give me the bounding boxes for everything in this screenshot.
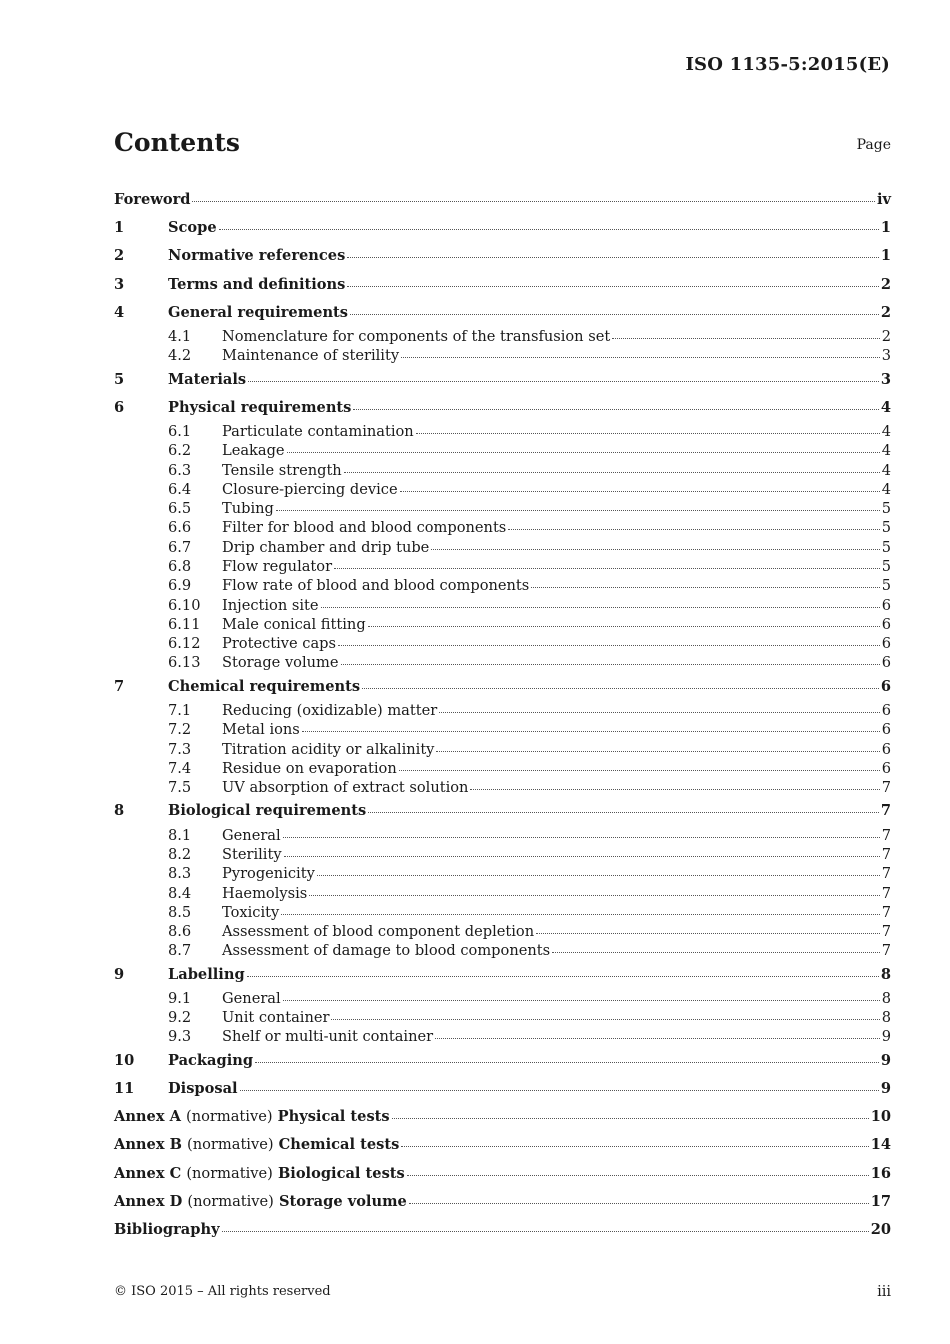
toc-entry-number: 9.3 [168, 1028, 192, 1046]
toc-subentry[interactable] [114, 441, 891, 460]
toc-entry-number: 6.12 [168, 635, 201, 653]
dot-leader [612, 337, 879, 339]
toc-page-number: 17 [870, 1192, 891, 1210]
toc-subentry[interactable] [114, 845, 891, 864]
annex-prefix: Annex A [114, 1108, 181, 1126]
toc-entry-number: 8.5 [168, 903, 192, 921]
toc-page-number: 1 [880, 219, 891, 237]
toc-entry-label: General [222, 989, 281, 1007]
toc-entry-label: Bibliography [114, 1220, 220, 1238]
toc-subentry[interactable] [114, 653, 891, 672]
dot-leader [416, 432, 880, 434]
toc-entry[interactable] [114, 1160, 891, 1188]
toc-entry-label: Haemolysis [222, 884, 308, 902]
toc-entry-number: 6.1 [168, 422, 192, 440]
toc-page-number: 2 [881, 327, 891, 345]
toc-entry-label: Scope [168, 219, 217, 237]
toc-entry-label: Metal ions [222, 721, 300, 739]
annex-title: Physical tests [277, 1108, 390, 1126]
toc-entry-label: Nomenclature for components of the transfusion set [222, 327, 611, 345]
toc-entry[interactable] [114, 214, 891, 242]
toc-entry-label: Assessment of damage to blood components [222, 942, 551, 960]
dot-leader [309, 894, 879, 896]
toc-entry[interactable] [114, 1131, 891, 1159]
toc-entry[interactable] [114, 366, 891, 394]
toc-page-number: 20 [870, 1220, 891, 1238]
toc-entry-number: 9.2 [168, 1009, 192, 1027]
toc-page-number: 7 [881, 779, 891, 797]
toc-page-number: 5 [881, 538, 891, 556]
dot-leader [401, 1145, 868, 1147]
toc-entry[interactable] [114, 673, 891, 701]
table-of-contents [114, 186, 891, 1244]
annex-prefix: Annex D [114, 1192, 183, 1210]
toc-entry-label: General [222, 826, 281, 844]
dot-leader [407, 1174, 869, 1176]
toc-entry[interactable] [114, 1103, 891, 1131]
toc-page-number: 7 [881, 903, 891, 921]
toc-subentry[interactable] [114, 518, 891, 537]
annex-title: Chemical tests [278, 1136, 400, 1154]
dot-leader [317, 874, 880, 876]
annex-title: Storage volume [278, 1192, 407, 1210]
toc-page-number: 9 [881, 1028, 891, 1046]
toc-subentry[interactable] [114, 740, 891, 759]
toc-entry-label: Leakage [222, 442, 285, 460]
toc-entry-number: 1 [114, 219, 125, 237]
annex-qualifier: (normative) [187, 1136, 274, 1154]
dot-leader [431, 548, 879, 550]
toc-entry-label: Reducing (oxidizable) matter [222, 701, 438, 719]
toc-page-number: 5 [881, 500, 891, 518]
toc-page-number: 9 [880, 1079, 891, 1097]
toc-entry-number: 8 [114, 802, 125, 820]
toc-entry-number: 8.1 [168, 826, 192, 844]
toc-entry[interactable] [114, 299, 891, 327]
dot-leader [508, 528, 879, 530]
toc-entry-number: 6.10 [168, 596, 201, 614]
toc-entry-number: 5 [114, 370, 125, 388]
toc-entry-number: 8.6 [168, 923, 192, 941]
dot-leader [470, 788, 879, 790]
toc-page-number: 4 [881, 461, 891, 479]
toc-subentry[interactable] [114, 538, 891, 557]
toc-entry-label: Particulate contamination [222, 422, 414, 440]
page-column-label: Page [856, 137, 891, 153]
toc-page-number: 7 [881, 923, 891, 941]
toc-entry-label: Drip chamber and drip tube [222, 538, 430, 556]
toc-subentry[interactable] [114, 720, 891, 739]
annex-prefix: Annex C [114, 1164, 182, 1182]
dot-leader [439, 711, 879, 713]
toc-entry-number: 4.2 [168, 347, 192, 365]
toc-page-number: 16 [870, 1164, 891, 1182]
toc-entry-label [114, 1103, 390, 1131]
toc-page-number: 7 [881, 845, 891, 863]
annex-title: Biological tests [277, 1164, 405, 1182]
toc-page-number: 6 [881, 635, 891, 653]
toc-entry-label: Tubing [222, 500, 274, 518]
annex-qualifier: (normative) [186, 1164, 273, 1182]
dot-leader [283, 999, 880, 1001]
toc-entry-number: 7.3 [168, 740, 192, 758]
toc-entry-number: 7.5 [168, 779, 192, 797]
toc-entry-label: Pyrogenicity [222, 865, 315, 883]
toc-entry-number: 6.8 [168, 557, 192, 575]
dot-leader [368, 625, 880, 627]
toc-entry-label: Maintenance of sterility [222, 347, 400, 365]
dot-leader [400, 490, 880, 492]
toc-entry[interactable] [114, 1075, 891, 1103]
page-footer [114, 1284, 891, 1300]
toc-entry-number: 9.1 [168, 989, 192, 1007]
toc-page-number: 5 [881, 577, 891, 595]
toc-entry-number: 6.13 [168, 654, 201, 672]
dot-leader [338, 644, 880, 646]
toc-subentry[interactable] [114, 422, 891, 441]
toc-entry-number: 2 [114, 247, 125, 265]
dot-leader [350, 313, 879, 315]
dot-leader [219, 228, 879, 230]
toc-page-number: 6 [881, 759, 891, 777]
dot-leader [399, 769, 880, 771]
toc-entry-label: Injection site [222, 596, 319, 614]
dot-leader [192, 200, 875, 202]
toc-entry-number: 11 [114, 1079, 135, 1097]
toc-entry[interactable] [114, 961, 891, 989]
dot-leader [222, 1230, 869, 1232]
toc-entry-number: 6 [114, 398, 125, 416]
toc-entry[interactable] [114, 271, 891, 299]
toc-entry[interactable] [114, 797, 891, 825]
toc-entry-number: 6.4 [168, 480, 192, 498]
dot-leader [321, 606, 880, 608]
dot-leader [531, 586, 879, 588]
toc-entry-number: 7 [114, 677, 125, 695]
page-number: iii [877, 1284, 891, 1300]
toc-entry-label: Labelling [168, 965, 245, 983]
toc-page-number: 7 [880, 802, 891, 820]
toc-entry-label: Toxicity [222, 903, 280, 921]
toc-page-number: 10 [870, 1108, 891, 1126]
toc-entry[interactable] [114, 242, 891, 270]
toc-subentry[interactable] [114, 634, 891, 653]
toc-subentry[interactable] [114, 480, 891, 499]
toc-entry-label: Closure-piercing device [222, 480, 398, 498]
annex-prefix: Annex B [114, 1136, 182, 1154]
toc-subentry[interactable] [114, 903, 891, 922]
toc-page-number: 7 [881, 884, 891, 902]
dot-leader [353, 408, 878, 410]
toc-subentry[interactable] [114, 778, 891, 797]
toc-subentry[interactable] [114, 864, 891, 883]
dot-leader [248, 380, 879, 382]
dot-leader [247, 975, 879, 977]
dot-leader [552, 951, 880, 953]
toc-page-number: 7 [881, 865, 891, 883]
toc-entry-label: Flow rate of blood and blood components [222, 577, 530, 595]
dot-leader [283, 836, 880, 838]
toc-subentry[interactable] [114, 922, 891, 941]
toc-entry-label: Protective caps [222, 635, 337, 653]
dot-leader [302, 730, 880, 732]
toc-subentry[interactable] [114, 884, 891, 903]
toc-entry[interactable] [114, 1047, 891, 1075]
toc-entry-label: Chemical requirements [168, 677, 361, 695]
toc-page-number: 4 [880, 398, 891, 416]
toc-entry-label: Foreword [114, 191, 191, 208]
toc-page-number: 2 [880, 303, 891, 321]
dot-leader [240, 1089, 879, 1091]
dot-leader [392, 1117, 869, 1119]
toc-subentry[interactable] [114, 615, 891, 634]
toc-entry-number: 9 [114, 965, 125, 983]
dot-leader [331, 1018, 879, 1020]
toc-entry-number: 7.4 [168, 759, 192, 777]
toc-page-number: 8 [881, 989, 891, 1007]
toc-entry-number: 6.2 [168, 442, 192, 460]
toc-entry-label: Packaging [168, 1051, 254, 1069]
toc-entry-label: UV absorption of extract solution [222, 779, 469, 797]
document-id: ISO 1135-5:2015(E) [685, 54, 890, 75]
toc-subentry[interactable] [114, 701, 891, 720]
toc-entry-label [114, 1131, 399, 1159]
dot-leader [401, 356, 880, 358]
toc-entry-number: 7.2 [168, 721, 192, 739]
toc-entry-label [114, 1188, 407, 1216]
dot-leader [276, 509, 880, 511]
toc-page-number: 8 [880, 965, 891, 983]
toc-entry-label: Biological requirements [168, 802, 367, 820]
contents-heading-row [114, 130, 891, 155]
toc-page-number: 14 [870, 1136, 891, 1154]
toc-entry-label: Physical requirements [168, 398, 352, 416]
toc-subentry[interactable] [114, 989, 891, 1008]
toc-page-number: 6 [881, 654, 891, 672]
toc-entry-number: 4 [114, 303, 125, 321]
toc-subentry[interactable] [114, 596, 891, 615]
toc-page-number: 7 [881, 942, 891, 960]
toc-entry-number: 3 [114, 275, 125, 293]
toc-page-number: 5 [881, 557, 891, 575]
toc-entry-label: Normative references [168, 247, 346, 265]
toc-entry-label: Unit container [222, 1009, 330, 1027]
toc-entry-number: 8.3 [168, 865, 192, 883]
toc-subentry[interactable] [114, 346, 891, 365]
toc-page-number: 6 [881, 615, 891, 633]
toc-entry-label: Tensile strength [222, 461, 342, 479]
page-title: Contents [114, 128, 241, 157]
dot-leader [287, 451, 880, 453]
toc-page-number: 3 [880, 370, 891, 388]
toc-entry-label: Residue on evaporation [222, 759, 397, 777]
dot-leader [284, 855, 880, 857]
toc-subentry[interactable] [114, 461, 891, 480]
toc-page-number: 6 [881, 740, 891, 758]
toc-entry-number: 8.2 [168, 845, 192, 863]
toc-entry-label: Assessment of blood component depletion [222, 923, 535, 941]
copyright-notice: © ISO 2015 – All rights reserved [114, 1284, 331, 1299]
dot-leader [334, 567, 880, 569]
dot-leader [409, 1202, 869, 1204]
toc-subentry[interactable] [114, 576, 891, 595]
dot-leader [347, 285, 878, 287]
dot-leader [536, 932, 880, 934]
toc-entry-label: Sterility [222, 845, 282, 863]
toc-entry-label [114, 1160, 405, 1188]
toc-page-number: 8 [881, 1009, 891, 1027]
dot-leader [344, 471, 880, 473]
toc-page-number: 2 [880, 275, 891, 293]
toc-entry-label: Storage volume [222, 654, 339, 672]
toc-entry-number: 10 [114, 1051, 135, 1069]
dot-leader [255, 1061, 879, 1063]
toc-entry-number: 6.11 [168, 615, 201, 633]
dot-leader [362, 687, 879, 689]
toc-entry-label: Materials [168, 370, 247, 388]
dot-leader [368, 811, 879, 813]
toc-entry-number: 8.7 [168, 942, 192, 960]
annex-qualifier: (normative) [187, 1192, 274, 1210]
toc-page-number: 1 [880, 247, 891, 265]
toc-page-number: 4 [881, 422, 891, 440]
toc-entry-number: 6.5 [168, 500, 192, 518]
toc-entry-number: 7.1 [168, 701, 192, 719]
dot-leader [436, 750, 879, 752]
toc-subentry[interactable] [114, 1008, 891, 1027]
toc-entry-number: 8.4 [168, 884, 192, 902]
toc-subentry[interactable] [114, 1027, 891, 1046]
toc-entry-number: 6.6 [168, 519, 192, 537]
dot-leader [347, 256, 879, 258]
dot-leader [341, 663, 880, 665]
toc-page-number: 6 [880, 677, 891, 695]
dot-leader [281, 913, 879, 915]
toc-entry[interactable] [114, 394, 891, 422]
toc-entry[interactable] [114, 1216, 891, 1244]
toc-subentry[interactable] [114, 327, 891, 346]
toc-entry-label: Terms and definitions [168, 275, 346, 293]
toc-entry-number: 6.7 [168, 538, 192, 556]
toc-subentry[interactable] [114, 759, 891, 778]
toc-entry-label: General requirements [168, 303, 349, 321]
annex-qualifier: (normative) [186, 1108, 273, 1126]
toc-entry[interactable] [114, 1188, 891, 1216]
toc-subentry[interactable] [114, 499, 891, 518]
toc-entry-label: Flow regulator [222, 557, 333, 575]
toc-subentry[interactable] [114, 941, 891, 960]
toc-subentry[interactable] [114, 557, 891, 576]
toc-page-number: 7 [881, 826, 891, 844]
toc-entry-number: 6.9 [168, 577, 192, 595]
toc-subentry[interactable] [114, 826, 891, 845]
toc-entry-label: Filter for blood and blood components [222, 519, 507, 537]
toc-entry-number: 4.1 [168, 327, 192, 345]
toc-entry-number: 6.3 [168, 461, 192, 479]
toc-page-number: 6 [881, 596, 891, 614]
toc-page-number: 5 [881, 519, 891, 537]
toc-entry-label: Male conical fitting [222, 615, 366, 633]
toc-page-number: 4 [881, 442, 891, 460]
toc-entry-label: Titration acidity or alkalinity [222, 740, 435, 758]
toc-entry[interactable] [114, 186, 891, 214]
toc-entry-label: Shelf or multi-unit container [222, 1028, 434, 1046]
toc-page-number: 9 [880, 1051, 891, 1069]
toc-page-number: 4 [881, 480, 891, 498]
toc-page-number: iv [876, 191, 891, 208]
toc-page-number: 6 [881, 701, 891, 719]
toc-page-number: 6 [881, 721, 891, 739]
dot-leader [435, 1037, 880, 1039]
toc-page-number: 3 [881, 347, 891, 365]
toc-entry-label: Disposal [168, 1079, 238, 1097]
